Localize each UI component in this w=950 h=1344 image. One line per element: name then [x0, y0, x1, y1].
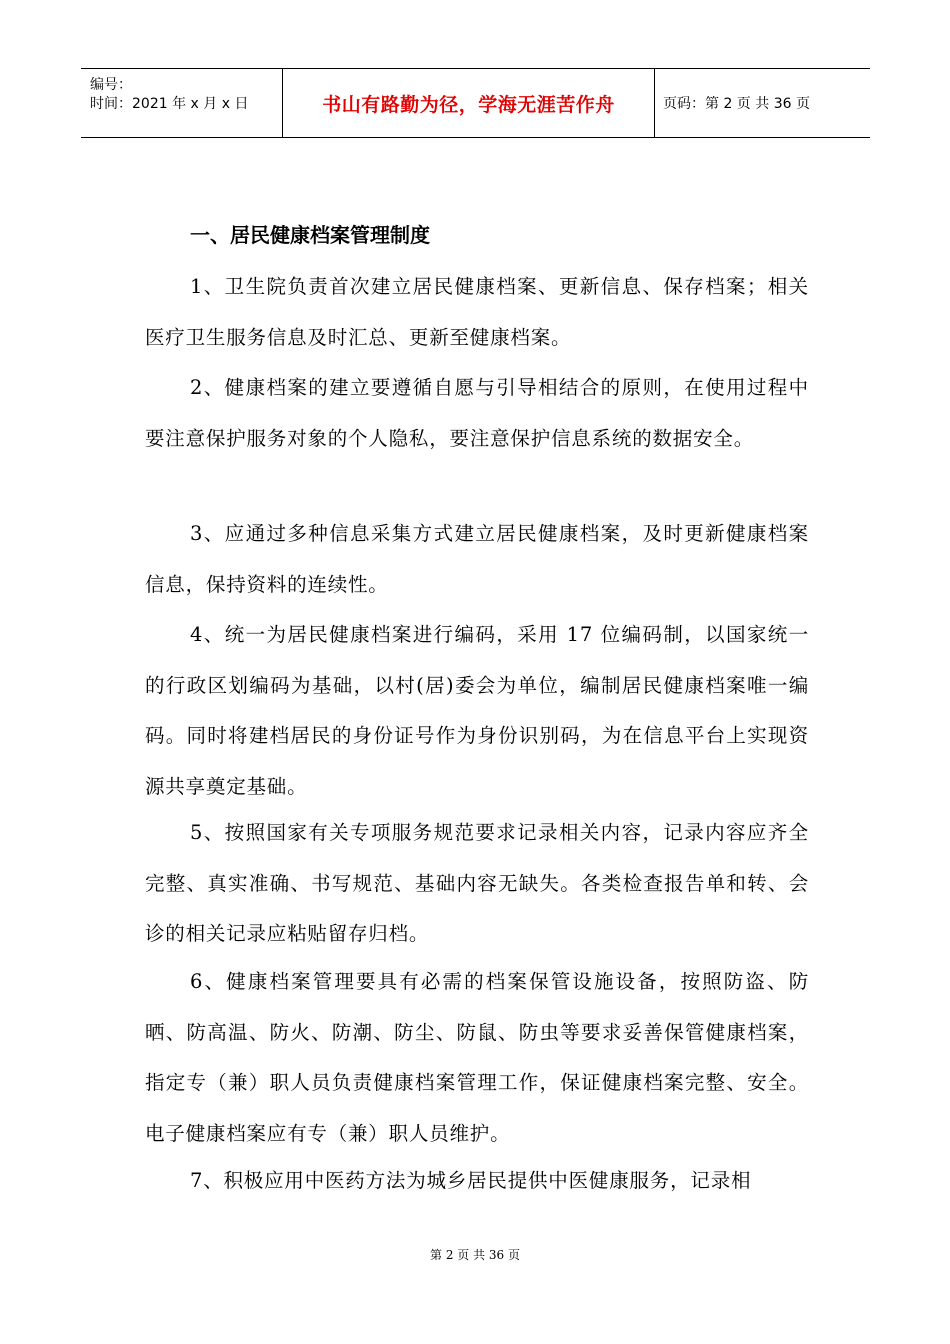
motto-text: 书山有路勤为径，学海无涯苦作舟 [322, 93, 615, 116]
page-header [81, 68, 870, 138]
paragraph-5: 5、按照国家有关专项服务规范要求记录相关内容，记录内容应齐全完整、真实准确、书写规范、基础内容无缺失。各类检查报告单和转、会诊的相关记录应粘贴留存归档。 [145, 821, 809, 945]
header-motto-cell [282, 69, 655, 137]
page-info-text: 页码：第 2 页 共 36 页 [663, 96, 810, 112]
document-date: 时间：2021 年 x 月 x 日 [90, 96, 249, 112]
paragraph-6: 6、健康档案管理要具有必需的档案保管设施设备，按照防盗、防晒、防高温、防火、防潮、防尘、防鼠、防虫等要求妥善保管健康档案，指定专（兼）职人员负责健康档案管理工作，保证健康档案完整、安全。电子健康档案应有专（兼）职人员维护。 [145, 970, 809, 1145]
header-page-info [654, 69, 870, 137]
page-footer: 第 2 页 共 36 页 [430, 1248, 520, 1262]
paragraph-2: 2、健康档案的建立要遵循自愿与引导相结合的原则，在使用过程中要注意保护服务对象的个人隐私，要注意保护信息系统的数据安全。 [145, 376, 809, 450]
paragraph-4: 4、统一为居民健康档案进行编码，采用 17 位编码制，以国家统一的行政区划编码为基础，以村(居)委会为单位，编制居民健康档案唯一编码。同时将建档居民的身份证号作为身份识别码，为在信息平台上实现资源共享奠定基础。 [145, 623, 809, 798]
paragraph-7: 7、积极应用中医药方法为城乡居民提供中医健康服务，记录相 [190, 1169, 752, 1192]
header-meta [81, 69, 282, 137]
section-heading: 一、居民健康档案管理制度 [190, 223, 430, 247]
paragraph-3: 3、应通过多种信息采集方式建立居民健康档案，及时更新健康档案信息，保持资料的连续性。 [145, 522, 809, 596]
document-number-label: 编号： [90, 77, 132, 93]
paragraph-1: 1、卫生院负责首次建立居民健康档案、更新信息、保存档案；相关医疗卫生服务信息及时汇总、更新至健康档案。 [145, 275, 809, 349]
